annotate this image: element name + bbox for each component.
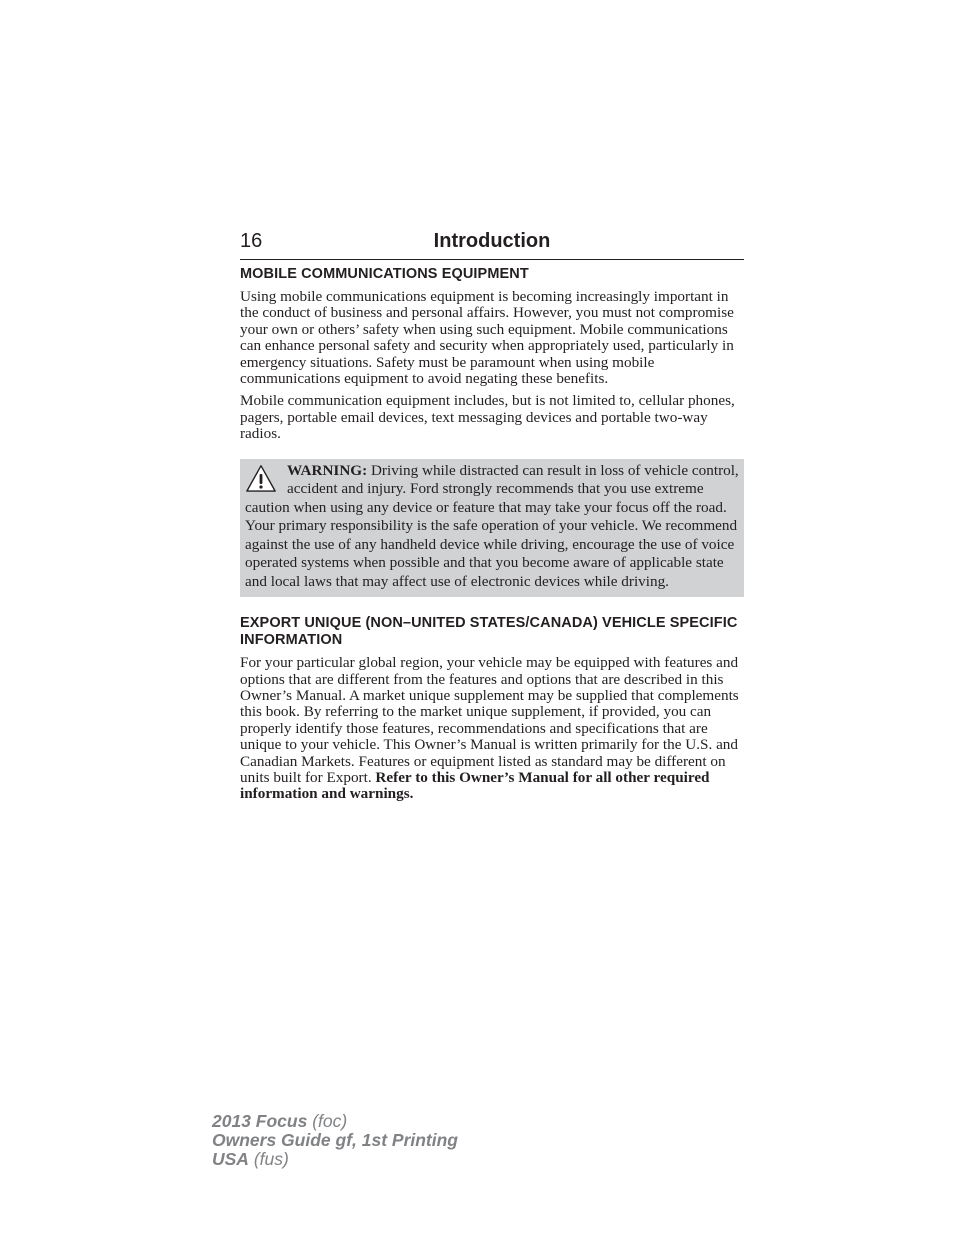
paragraph-mobile-intro: Using mobile communications equipment is becoming increasingly important in the conduct of business and personal affairs. However, you must not compromise your own or others’ safety when using such equipment. Mobile communications can enhance personal safety and security when appropriately used, particularly in emergency situations. Safety must be paramount when using mobile communications equipment to avoid negating these benefits. xyxy=(240,288,734,388)
section-title-export-unique: EXPORT UNIQUE (NON–UNITED STATES/CANADA) VEHICLE SPECIFIC INFORMATION xyxy=(240,615,738,649)
warning-text xyxy=(245,462,739,592)
page-content xyxy=(240,266,744,809)
footer-guide: Owners Guide gf, 1st Printing xyxy=(212,1130,458,1150)
footer-model-code: (foc) xyxy=(307,1111,348,1131)
footer-model: 2013 Focus xyxy=(212,1111,308,1131)
paragraph-export-info xyxy=(240,655,744,803)
warning-label: WARNING: xyxy=(287,461,368,479)
page-number: 16 xyxy=(240,230,263,252)
footer-line-region xyxy=(212,1150,458,1169)
export-info-text: For your particular global region, your vehicle may be equipped with features and options that are different from the features and options that are described in this Owner’s Manual. A market unique supplement may be supplied that complements this book. By referring to the market unique supplement, if provided, you can properly identify those features, recommendations and specifications that are unique to your vehicle. This Owner’s Manual is written primarily for the U.S. and Canadian Markets. Features or equipment listed as standard may be different on units built for Export. xyxy=(240,654,739,786)
footer-line-guide xyxy=(212,1131,458,1150)
export-info-bold: Refer to this Owner’s Manual for all other required information and warnings. xyxy=(240,769,710,803)
document-footer xyxy=(212,1112,458,1169)
paragraph-mobile-devices: Mobile communication equipment includes, but is not limited to, cellular phones, pagers, portable email devices, text messaging devices and portable two-way radios. xyxy=(240,392,735,443)
section-title-mobile-communications: MOBILE COMMUNICATIONS EQUIPMENT xyxy=(240,266,529,282)
warning-box xyxy=(240,459,744,598)
footer-region-code: (fus) xyxy=(248,1149,289,1169)
warning-triangle-icon xyxy=(245,464,277,494)
warning-body-text: Driving while distracted can result in loss of vehicle control, accident and injury. Ford strongly recommends that you use extreme caution when using any device or feature that may take your focus off the road. Your primary responsibility is the safe operation of your vehicle. We recommend against the use of any handheld device while driving, encourage the use of voice operated systems when possible and that you become aware of applicable state and local laws that may affect use of electronic devices while driving. xyxy=(245,461,739,590)
footer-line-model xyxy=(212,1112,458,1131)
chapter-title: Introduction xyxy=(433,230,551,252)
page-header xyxy=(240,229,744,260)
footer-region: USA xyxy=(212,1149,249,1169)
